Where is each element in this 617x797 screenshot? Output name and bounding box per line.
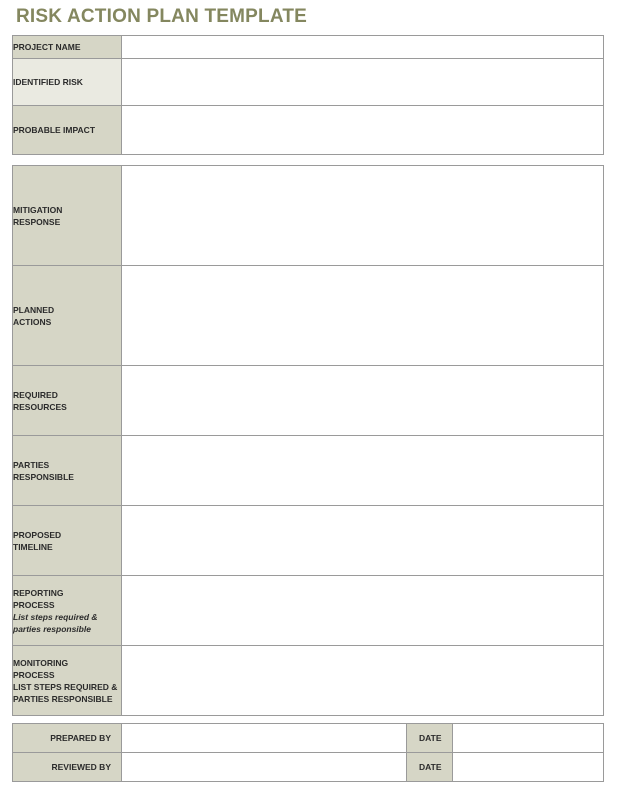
monitoring-hint-line1: LIST STEPS REQUIRED & [13,681,118,692]
timeline-label-line2: TIMELINE [13,541,53,552]
row-identified-risk [13,59,604,106]
row-probable-impact [13,106,604,155]
reporting-label-line1: REPORTING [13,587,64,598]
identified-risk-label: IDENTIFIED RISK [13,59,122,106]
mitigation-response-field[interactable] [122,166,604,266]
row-project-name [13,36,604,59]
row-required-resources [13,366,604,436]
parties-responsible-label [13,436,122,506]
mitigation-label-line1: MITIGATION [13,204,63,215]
project-name-label: PROJECT NAME [13,36,122,59]
row-prepared-by [13,724,604,753]
planned-label-line1: PLANNED [13,304,55,315]
page-title: RISK ACTION PLAN TEMPLATE [16,6,308,27]
reviewed-by-label: REVIEWED BY [13,753,122,782]
required-resources-label [13,366,122,436]
parties-label-line2: RESPONSIBLE [13,471,74,482]
proposed-timeline-label [13,506,122,576]
parties-responsible-field[interactable] [122,436,604,506]
reporting-hint-line1: List steps required & [13,611,98,622]
reporting-hint-line2: parties responsible [13,623,91,634]
reporting-label-line2: PROCESS [13,599,55,610]
project-info-table [12,35,604,155]
mitigation-label-line2: RESPONSE [13,216,61,227]
reporting-process-label [13,576,122,646]
reviewed-by-field[interactable] [122,753,407,782]
monitoring-label-line2: PROCESS [13,669,55,680]
timeline-label-line1: PROPOSED [13,529,62,540]
required-label-line2: RESOURCES [13,401,67,412]
row-proposed-timeline [13,506,604,576]
reporting-process-field[interactable] [122,576,604,646]
required-label-line1: REQUIRED [13,389,58,400]
row-mitigation-response [13,166,604,266]
probable-impact-field[interactable] [122,106,604,155]
reviewed-date-field[interactable] [453,753,604,782]
planned-actions-label [13,266,122,366]
mitigation-response-label [13,166,122,266]
prepared-date-label: DATE [407,724,453,753]
identified-risk-field[interactable] [122,59,604,106]
monitoring-process-field[interactable] [122,646,604,716]
row-monitoring-process [13,646,604,716]
row-reporting-process [13,576,604,646]
parties-label-line1: PARTIES [13,459,50,470]
row-reviewed-by [13,753,604,782]
action-plan-table [12,165,604,716]
prepared-date-field[interactable] [453,724,604,753]
row-planned-actions [13,266,604,366]
prepared-by-field[interactable] [122,724,407,753]
reviewed-date-label: DATE [407,753,453,782]
prepared-by-label: PREPARED BY [13,724,122,753]
planned-label-line2: ACTIONS [13,316,52,327]
monitoring-hint-line2: PARTIES RESPONSIBLE [13,693,113,704]
proposed-timeline-field[interactable] [122,506,604,576]
probable-impact-label: PROBABLE IMPACT [13,106,122,155]
signoff-table [12,723,604,782]
monitoring-label-line1: MONITORING [13,657,69,668]
required-resources-field[interactable] [122,366,604,436]
project-name-field[interactable] [122,36,604,59]
monitoring-process-label [13,646,122,716]
row-parties-responsible [13,436,604,506]
planned-actions-field[interactable] [122,266,604,366]
